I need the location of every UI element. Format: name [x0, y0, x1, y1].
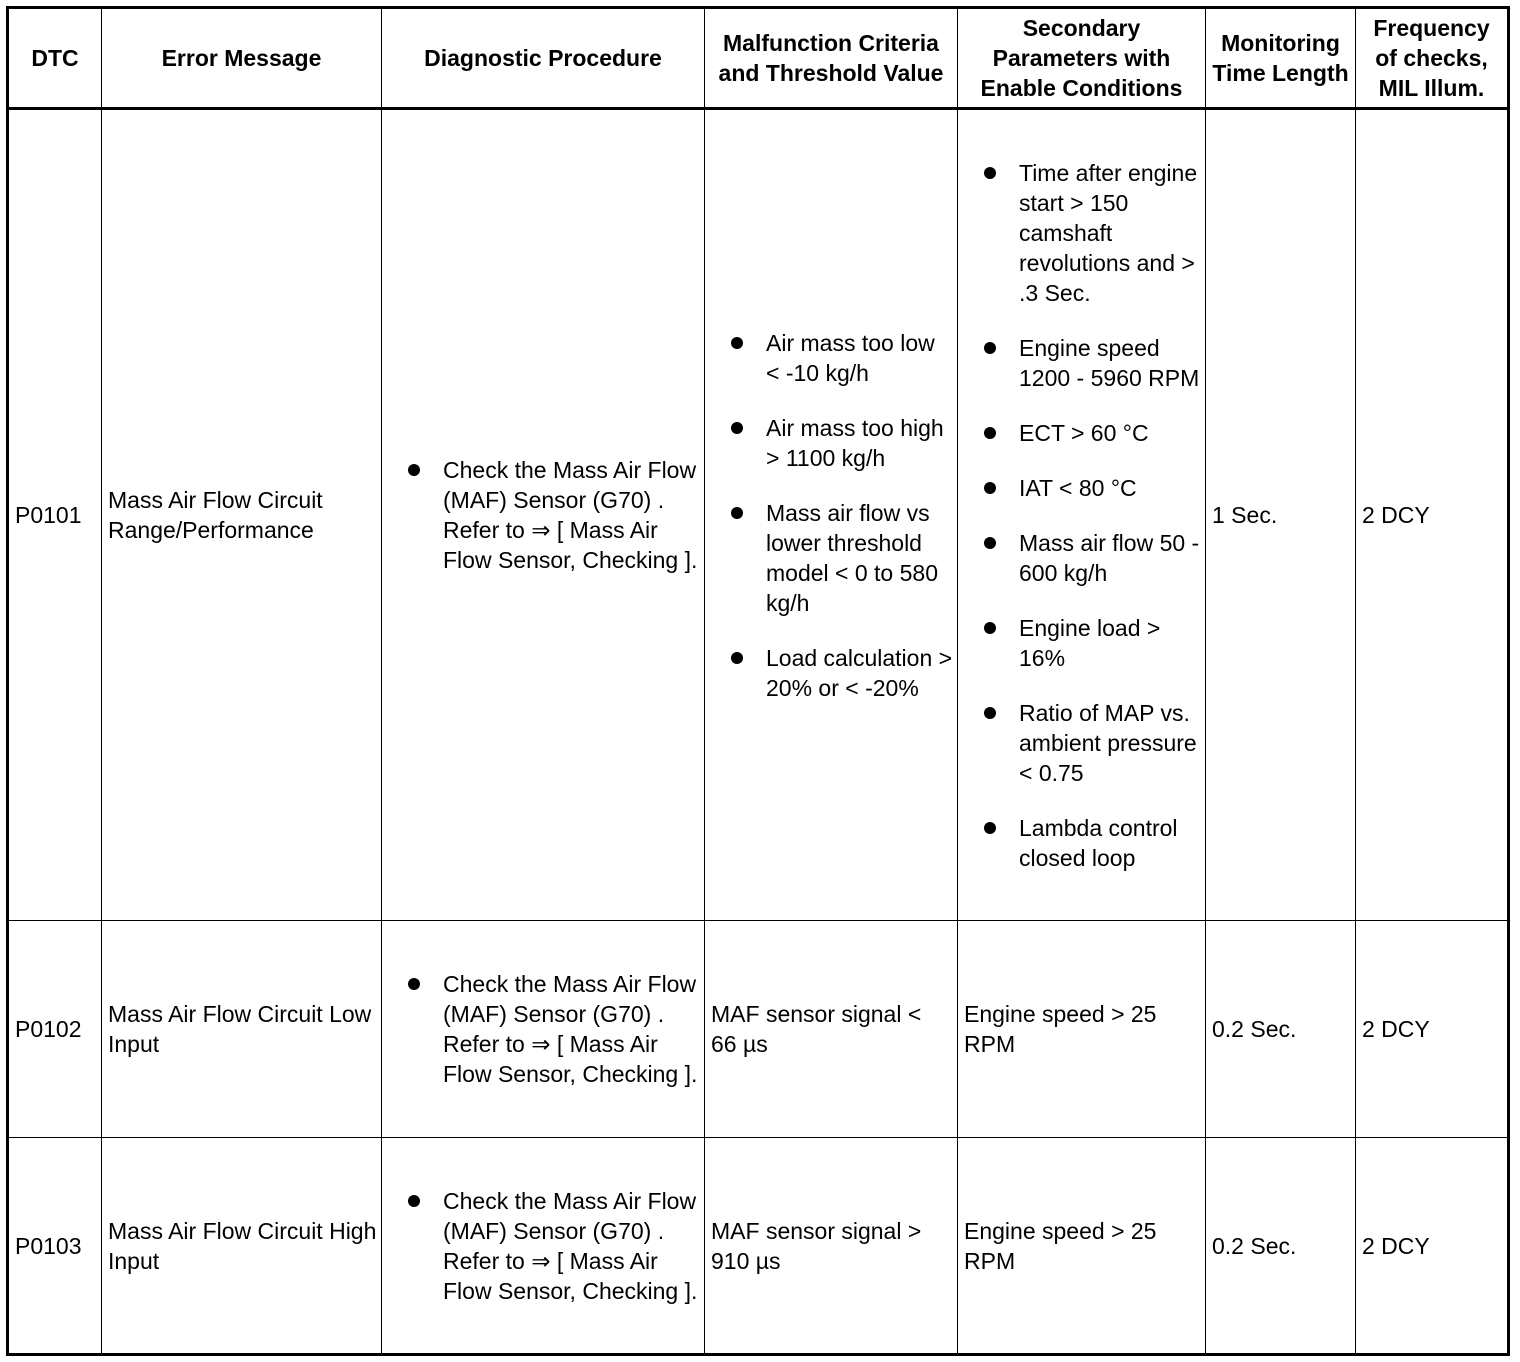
procedure-text: Check the Mass Air Flow (MAF) Sensor (G70) . Refer to ⇒ [ Mass Air Flow Sensor, Checking ]. [443, 1187, 698, 1304]
header-diagnostic-procedure: Diagnostic Procedure [382, 8, 705, 109]
bullet-icon [984, 822, 996, 834]
procedure-item [388, 455, 700, 575]
bullet-icon [984, 537, 996, 549]
list-item: Time after engine start > 150 camshaft revolutions and > .3 Sec. [964, 158, 1201, 308]
list-item: ECT > 60 °C [964, 418, 1201, 448]
bullet-icon [408, 464, 420, 476]
monitoring-time: 0.2 Sec. [1206, 921, 1356, 1138]
header-error-message: Error Message [102, 8, 382, 109]
dtc-code: P0103 [8, 1138, 102, 1355]
list-item: Load calculation > 20% or < -20% [711, 643, 953, 703]
malfunction-criteria: MAF sensor signal > 910 µs [705, 1138, 958, 1355]
bullet-icon [731, 422, 743, 434]
list-item: Mass air flow vs lower threshold model < 0 to 580 kg/h [711, 498, 953, 618]
dtc-code: P0102 [8, 921, 102, 1138]
diagnostic-procedure [382, 921, 705, 1138]
monitoring-time: 0.2 Sec. [1206, 1138, 1356, 1355]
frequency: 2 DCY [1356, 109, 1509, 921]
table-row [8, 921, 1509, 1138]
header-row [8, 8, 1509, 109]
bullet-icon [731, 337, 743, 349]
list-item: Air mass too high > 1100 kg/h [711, 413, 953, 473]
bullet-icon [408, 1195, 420, 1207]
error-message: Mass Air Flow Circuit High Input [102, 1138, 382, 1355]
list-item: Engine load > 16% [964, 613, 1201, 673]
bullet-icon [984, 167, 996, 179]
procedure-item [388, 969, 700, 1089]
secondary-parameters: Engine speed > 25 RPM [958, 1138, 1206, 1355]
error-message: Mass Air Flow Circuit Low Input [102, 921, 382, 1138]
header-monitoring-time: Monitoring Time Length [1206, 8, 1356, 109]
bullet-icon [984, 707, 996, 719]
list-item: Ratio of MAP vs. ambient pressure < 0.75 [964, 698, 1201, 788]
diagnostic-procedure [382, 109, 705, 921]
frequency: 2 DCY [1356, 921, 1509, 1138]
malfunction-criteria [705, 109, 958, 921]
dtc-code: P0101 [8, 109, 102, 921]
bullet-icon [984, 622, 996, 634]
list-item: IAT < 80 °C [964, 473, 1201, 503]
bullet-icon [984, 482, 996, 494]
error-message: Mass Air Flow Circuit Range/Performance [102, 109, 382, 921]
secondary-parameters [958, 109, 1206, 921]
diagnostic-procedure [382, 1138, 705, 1355]
table-row [8, 1138, 1509, 1355]
list-item: Engine speed 1200 - 5960 RPM [964, 333, 1201, 393]
bullet-icon [408, 978, 420, 990]
dtc-table [6, 6, 1510, 1356]
header-dtc: DTC [8, 8, 102, 109]
malfunction-criteria: MAF sensor signal < 66 µs [705, 921, 958, 1138]
header-frequency: Frequency of checks, MIL Illum. [1356, 8, 1509, 109]
header-secondary-parameters: Secondary Parameters with Enable Conditions [958, 8, 1206, 109]
bullet-icon [984, 427, 996, 439]
list-item: Mass air flow 50 - 600 kg/h [964, 528, 1201, 588]
list-item: Air mass too low < -10 kg/h [711, 328, 953, 388]
bullet-icon [984, 342, 996, 354]
list-item: Lambda control closed loop [964, 813, 1201, 873]
bullet-icon [731, 507, 743, 519]
bullet-icon [731, 652, 743, 664]
frequency: 2 DCY [1356, 1138, 1509, 1355]
procedure-item [388, 1186, 700, 1306]
header-malfunction-criteria: Malfunction Criteria and Threshold Value [705, 8, 958, 109]
procedure-text: Check the Mass Air Flow (MAF) Sensor (G70) . Refer to ⇒ [ Mass Air Flow Sensor, Checking ]. [443, 457, 698, 573]
procedure-text: Check the Mass Air Flow (MAF) Sensor (G70) . Refer to ⇒ [ Mass Air Flow Sensor, Checking ]. [443, 971, 698, 1087]
monitoring-time: 1 Sec. [1206, 109, 1356, 921]
secondary-parameters: Engine speed > 25 RPM [958, 921, 1206, 1138]
table-row [8, 109, 1509, 921]
